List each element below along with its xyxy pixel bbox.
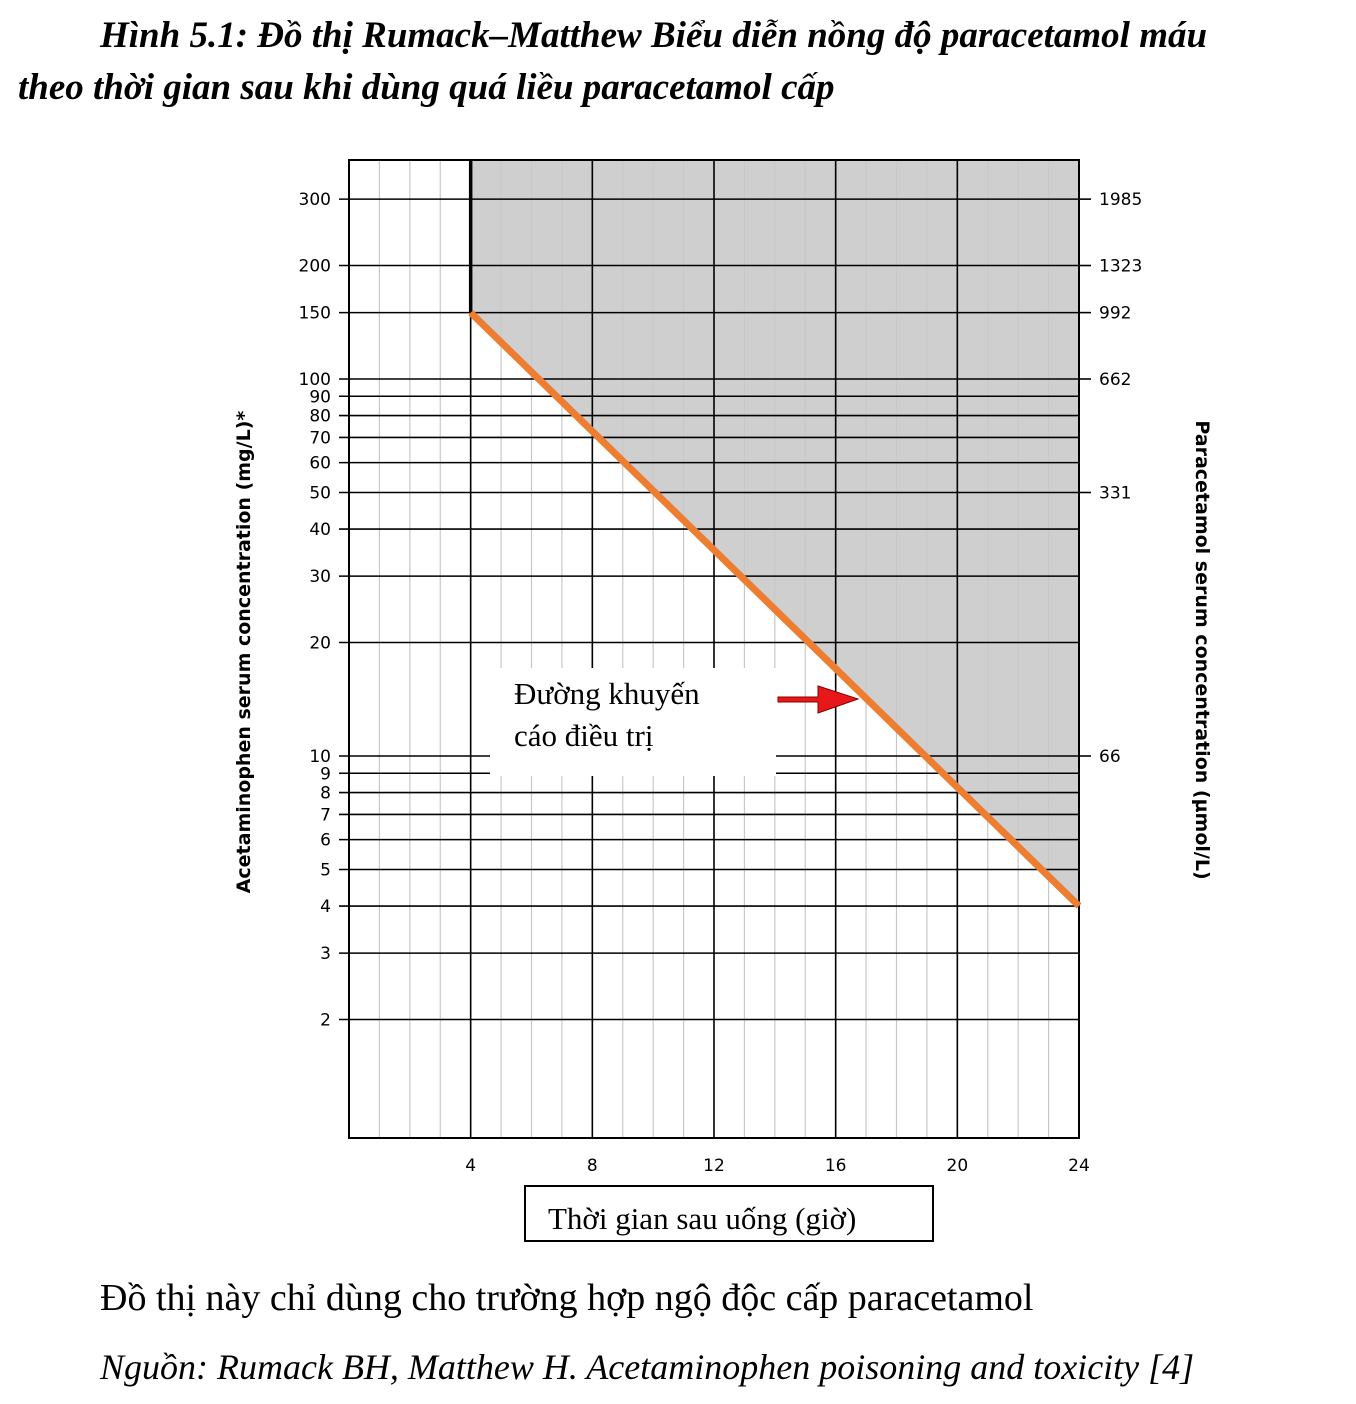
x-tick-label: 4: [465, 1156, 477, 1176]
y2-tick-label: 1323: [1099, 256, 1143, 277]
x-tick-label: 20: [946, 1156, 969, 1176]
y-tick-label: 8: [320, 783, 331, 804]
annotation-line-2: cáo điều trị: [514, 718, 654, 753]
y-tick-label: 10: [309, 747, 331, 767]
y-tick-label: 80: [309, 406, 331, 427]
annotation-line-1: Đường khuyến: [514, 676, 700, 711]
y-tick-label: 300: [298, 190, 331, 211]
y2-tick-label: 662: [1099, 370, 1132, 390]
y-tick-label: 150: [298, 303, 331, 324]
y-tick-label: 3: [320, 944, 331, 965]
y-tick-label: 30: [309, 567, 331, 588]
y-tick-label: 2: [320, 1010, 331, 1031]
y2-tick-label: 1985: [1099, 190, 1143, 211]
y-tick-label: 7: [320, 805, 331, 826]
y-tick-label: 9: [320, 764, 331, 785]
x-axis-label: Thời gian sau uống (giờ): [548, 1201, 857, 1236]
y-tick-label: 90: [309, 387, 331, 408]
x-tick-label: 12: [703, 1156, 725, 1176]
figure-caption-line-1: Hình 5.1: Đồ thị Rumack–Matthew Biểu diễn nồng độ paracetamol máu: [100, 15, 1208, 56]
x-tick-label: 8: [586, 1156, 598, 1176]
y-tick-label: 6: [320, 830, 331, 851]
x-tick-label: 16: [824, 1156, 847, 1176]
y-tick-label: 70: [309, 428, 331, 449]
x-axis-label-box: [524, 1185, 934, 1242]
y-tick-label: 60: [309, 453, 331, 474]
y2-axis-label: Paracetamol serum concentration (µmol/L): [1191, 420, 1213, 880]
y-tick-label: 4: [320, 897, 331, 918]
y-tick-label: 100: [298, 370, 331, 390]
y-axis-label: Acetaminophen serum concentration (mg/L)*: [233, 410, 255, 894]
y-tick-label: 40: [309, 520, 331, 541]
y-tick-label: 20: [309, 633, 331, 654]
usage-note: Đồ thị này chỉ dùng cho trường hợp ngộ độc cấp paracetamol: [100, 1277, 1034, 1319]
y-tick-label: 5: [320, 860, 331, 881]
y2-tick-label: 66: [1099, 747, 1121, 767]
y-tick-label: 200: [298, 256, 331, 277]
x-tick-label: 24: [1068, 1156, 1090, 1176]
y2-tick-label: 331: [1099, 483, 1132, 504]
y-tick-label: 50: [309, 483, 331, 504]
recommendation-line-annotation: [490, 668, 776, 776]
source-citation: Nguồn: Rumack BH, Matthew H. Acetaminophen poisoning and toxicity [4]: [100, 1347, 1195, 1387]
figure-caption-line-2: theo thời gian sau khi dùng quá liều paracetamol cấp: [18, 67, 835, 108]
y2-tick-label: 992: [1099, 303, 1132, 324]
